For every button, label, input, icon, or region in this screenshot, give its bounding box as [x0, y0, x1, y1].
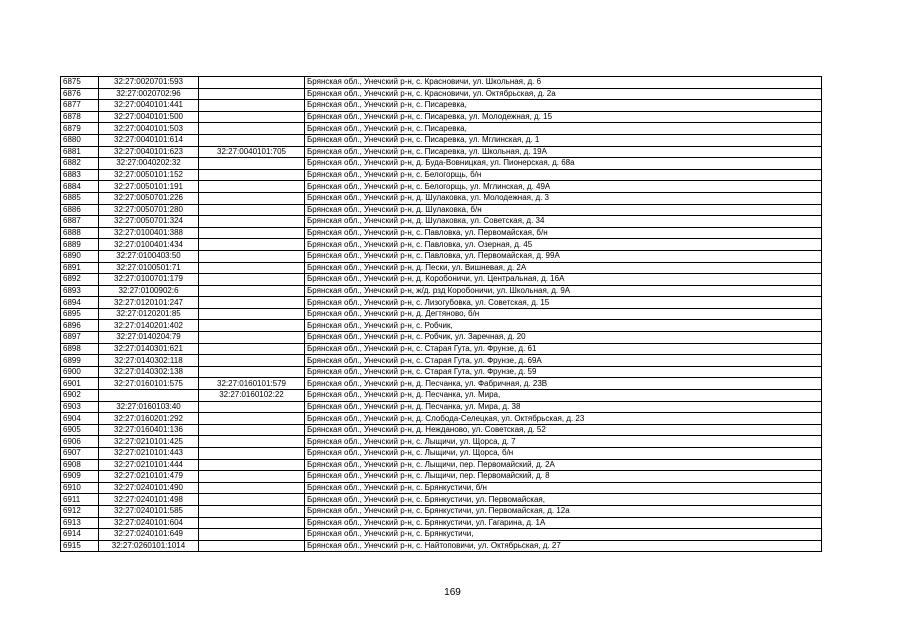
- row-number-cell: 6905: [61, 424, 99, 436]
- cadastral-number-cell: 32:27:0120201:85: [99, 308, 199, 320]
- building-cadastral-cell: [199, 88, 305, 100]
- table-row: [61, 158, 822, 170]
- table-row: [61, 355, 822, 367]
- building-cadastral-cell: [199, 320, 305, 332]
- address-cell: Брянская обл., Унечский р-н, с. Лыщичи, пер. Первомайский, д. 2А: [305, 459, 822, 471]
- cadastral-number-cell: 32:27:0140302:118: [99, 355, 199, 367]
- cadastral-number-cell: 32:27:0240101:649: [99, 529, 199, 541]
- building-cadastral-cell: [199, 413, 305, 425]
- address-cell: Брянская обл., Унечский р-н, с. Старая Гута, ул. Фрунзе, д. 69А: [305, 355, 822, 367]
- cadastral-table: [60, 76, 822, 552]
- row-number-cell: 6877: [61, 100, 99, 112]
- row-number-cell: 6879: [61, 123, 99, 135]
- row-number-cell: 6884: [61, 181, 99, 193]
- cadastral-number-cell: [99, 390, 199, 402]
- table-row: [61, 401, 822, 413]
- table-row: [61, 111, 822, 123]
- building-cadastral-cell: 32:27:0040101:705: [199, 146, 305, 158]
- cadastral-number-cell: 32:27:0050701:324: [99, 216, 199, 228]
- row-number-cell: 6897: [61, 332, 99, 344]
- cadastral-number-cell: 32:27:0050101:152: [99, 169, 199, 181]
- address-cell: Брянская обл., Унечский р-н, с. Найтоповичи, ул. Октябрьская, д. 27: [305, 540, 822, 552]
- row-number-cell: 6909: [61, 471, 99, 483]
- table-row: [61, 517, 822, 529]
- building-cadastral-cell: [199, 540, 305, 552]
- cadastral-number-cell: 32:27:0120101:247: [99, 297, 199, 309]
- address-cell: Брянская обл., Унечский р-н, с. Лыщичи, пер. Первомайский, д. 8: [305, 471, 822, 483]
- cadastral-number-cell: 32:27:0040101:614: [99, 134, 199, 146]
- building-cadastral-cell: [199, 332, 305, 344]
- cadastral-number-cell: 32:27:0020702:96: [99, 88, 199, 100]
- table-row: [61, 471, 822, 483]
- building-cadastral-cell: [199, 216, 305, 228]
- building-cadastral-cell: [199, 529, 305, 541]
- row-number-cell: 6880: [61, 134, 99, 146]
- row-number-cell: 6914: [61, 529, 99, 541]
- row-number-cell: 6887: [61, 216, 99, 228]
- table-row: [61, 146, 822, 158]
- address-cell: Брянская обл., Унечский р-н, с. Лизогубовка, ул. Советская, д. 15: [305, 297, 822, 309]
- building-cadastral-cell: [199, 192, 305, 204]
- table-row: [61, 192, 822, 204]
- row-number-cell: 6899: [61, 355, 99, 367]
- address-cell: Брянская обл., Унечский р-н, с. Писаревка, ул. Мглинская, д. 1: [305, 134, 822, 146]
- cadastral-number-cell: 32:27:0040101:503: [99, 123, 199, 135]
- building-cadastral-cell: [199, 204, 305, 216]
- address-cell: Брянская обл., Унечский р-н, с. Писаревка, ул. Школьная, д. 19А: [305, 146, 822, 158]
- address-cell: Брянская обл., Унечский р-н, с. Белогорщь, ул. Мглинская, д. 49А: [305, 181, 822, 193]
- address-cell: Брянская обл., Унечский р-н, с. Брянкустичи, б/н: [305, 482, 822, 494]
- row-number-cell: 6904: [61, 413, 99, 425]
- building-cadastral-cell: [199, 297, 305, 309]
- row-number-cell: 6908: [61, 459, 99, 471]
- building-cadastral-cell: [199, 517, 305, 529]
- address-cell: Брянская обл., Унечский р-н, д. Песчанка, ул. Мира, д. 38: [305, 401, 822, 413]
- table-row: [61, 482, 822, 494]
- building-cadastral-cell: [199, 169, 305, 181]
- building-cadastral-cell: [199, 227, 305, 239]
- address-cell: Брянская обл., Унечский р-н, д. Шулаковка, б/н: [305, 204, 822, 216]
- building-cadastral-cell: [199, 308, 305, 320]
- row-number-cell: 6893: [61, 285, 99, 297]
- address-cell: Брянская обл., Унечский р-н, с. Лыщичи, ул. Щорса, б/н: [305, 448, 822, 460]
- building-cadastral-cell: [199, 448, 305, 460]
- cadastral-number-cell: 32:27:0100701:179: [99, 274, 199, 286]
- row-number-cell: 6900: [61, 366, 99, 378]
- cadastral-number-cell: 32:27:0050101:191: [99, 181, 199, 193]
- address-cell: Брянская обл., Унечский р-н, с. Павловка, ул. Первомайская, б/н: [305, 227, 822, 239]
- table-row: [61, 169, 822, 181]
- row-number-cell: 6913: [61, 517, 99, 529]
- building-cadastral-cell: [199, 100, 305, 112]
- table-row: [61, 459, 822, 471]
- cadastral-number-cell: 32:27:0260101:1014: [99, 540, 199, 552]
- table-row: [61, 250, 822, 262]
- table-row: [61, 262, 822, 274]
- building-cadastral-cell: [199, 285, 305, 297]
- address-cell: Брянская обл., Унечский р-н, д. Буда-Вовницкая, ул. Пионерская, д. 68а: [305, 158, 822, 170]
- table-row: [61, 448, 822, 460]
- table-row: [61, 100, 822, 112]
- building-cadastral-cell: [199, 158, 305, 170]
- row-number-cell: 6898: [61, 343, 99, 355]
- table-row: [61, 413, 822, 425]
- table-row: [61, 216, 822, 228]
- row-number-cell: 6903: [61, 401, 99, 413]
- table-row: [61, 285, 822, 297]
- building-cadastral-cell: [199, 250, 305, 262]
- table-row: [61, 424, 822, 436]
- row-number-cell: 6902: [61, 390, 99, 402]
- address-cell: Брянская обл., Унечский р-н, с. Павловка, ул. Первомайская, д. 99А: [305, 250, 822, 262]
- row-number-cell: 6906: [61, 436, 99, 448]
- row-number-cell: 6889: [61, 239, 99, 251]
- cadastral-number-cell: 32:27:0210101:479: [99, 471, 199, 483]
- address-cell: Брянская обл., Унечский р-н, с. Лыщичи, ул. Щорса, д. 7: [305, 436, 822, 448]
- row-number-cell: 6875: [61, 77, 99, 89]
- table-row: [61, 239, 822, 251]
- building-cadastral-cell: [199, 471, 305, 483]
- building-cadastral-cell: [199, 424, 305, 436]
- row-number-cell: 6885: [61, 192, 99, 204]
- row-number-cell: 6901: [61, 378, 99, 390]
- address-cell: Брянская обл., Унечский р-н, с. Брянкустичи, ул. Первомайская,: [305, 494, 822, 506]
- address-cell: Брянская обл., Унечский р-н, с. Брянкустичи, ул. Первомайская, д. 12а: [305, 505, 822, 517]
- table-row: [61, 204, 822, 216]
- row-number-cell: 6888: [61, 227, 99, 239]
- building-cadastral-cell: [199, 505, 305, 517]
- cadastral-number-cell: 32:27:0100401:388: [99, 227, 199, 239]
- table-row: [61, 366, 822, 378]
- cadastral-number-cell: 32:27:0210101:443: [99, 448, 199, 460]
- table-row: [61, 505, 822, 517]
- table-row: [61, 540, 822, 552]
- table-row: [61, 297, 822, 309]
- address-cell: Брянская обл., Унечский р-н, с. Красновичи, ул. Школьная, д. 6: [305, 77, 822, 89]
- cadastral-number-cell: 32:27:0160401:136: [99, 424, 199, 436]
- row-number-cell: 6881: [61, 146, 99, 158]
- building-cadastral-cell: [199, 262, 305, 274]
- address-cell: Брянская обл., Унечский р-н, д. Песчанка, ул. Мира,: [305, 390, 822, 402]
- row-number-cell: 6895: [61, 308, 99, 320]
- address-cell: Брянская обл., Унечский р-н, с. Старая Гута, ул. Фрунзе, д. 59: [305, 366, 822, 378]
- building-cadastral-cell: [199, 366, 305, 378]
- building-cadastral-cell: [199, 239, 305, 251]
- address-cell: Брянская обл., Унечский р-н, д. Шулаковка, ул. Молодежная, д. 3: [305, 192, 822, 204]
- row-number-cell: 6890: [61, 250, 99, 262]
- address-cell: Брянская обл., Унечский р-н, д. Шулаковка, ул. Советская, д. 34: [305, 216, 822, 228]
- building-cadastral-cell: [199, 401, 305, 413]
- cadastral-number-cell: 32:27:0140204:79: [99, 332, 199, 344]
- building-cadastral-cell: [199, 459, 305, 471]
- address-cell: Брянская обл., Унечский р-н, с. Павловка, ул. Озерная, д. 45: [305, 239, 822, 251]
- table-row: [61, 88, 822, 100]
- cadastral-number-cell: 32:27:0210101:425: [99, 436, 199, 448]
- address-cell: Брянская обл., Унечский р-н, д. Пески, ул. Вишневая, д. 2А: [305, 262, 822, 274]
- table-row: [61, 134, 822, 146]
- row-number-cell: 6882: [61, 158, 99, 170]
- building-cadastral-cell: [199, 123, 305, 135]
- table-body: [61, 77, 822, 552]
- address-cell: Брянская обл., Унечский р-н, д. Коробоничи, ул. Центральная, д. 16А: [305, 274, 822, 286]
- building-cadastral-cell: [199, 343, 305, 355]
- page-number: 169: [444, 587, 461, 598]
- row-number-cell: 6907: [61, 448, 99, 460]
- building-cadastral-cell: [199, 111, 305, 123]
- cadastral-number-cell: 32:27:0100501:71: [99, 262, 199, 274]
- row-number-cell: 6883: [61, 169, 99, 181]
- cadastral-number-cell: 32:27:0050701:226: [99, 192, 199, 204]
- address-cell: Брянская обл., Унечский р-н, с. Робчик, ул. Заречная, д. 20: [305, 332, 822, 344]
- address-cell: Брянская обл., Унечский р-н, с. Белогорщь, б/н: [305, 169, 822, 181]
- building-cadastral-cell: [199, 181, 305, 193]
- table-row: [61, 343, 822, 355]
- cadastral-number-cell: 32:27:0100401:434: [99, 239, 199, 251]
- address-cell: Брянская обл., Унечский р-н, д. Нежданово, ул. Советская, д. 52: [305, 424, 822, 436]
- cadastral-number-cell: 32:27:0040202:32: [99, 158, 199, 170]
- row-number-cell: 6912: [61, 505, 99, 517]
- cadastral-number-cell: 32:27:0020701:593: [99, 77, 199, 89]
- row-number-cell: 6910: [61, 482, 99, 494]
- address-cell: Брянская обл., Унечский р-н, с. Писаревка, ул. Молодежная, д. 15: [305, 111, 822, 123]
- cadastral-number-cell: 32:27:0140302:138: [99, 366, 199, 378]
- cadastral-number-cell: 32:27:0160201:292: [99, 413, 199, 425]
- row-number-cell: 6894: [61, 297, 99, 309]
- address-cell: Брянская обл., Унечский р-н, д. Слобода-Селецкая, ул. Октябрьская, д. 23: [305, 413, 822, 425]
- building-cadastral-cell: [199, 134, 305, 146]
- row-number-cell: 6891: [61, 262, 99, 274]
- cadastral-number-cell: 32:27:0210101:444: [99, 459, 199, 471]
- cadastral-number-cell: 32:27:0040101:623: [99, 146, 199, 158]
- row-number-cell: 6911: [61, 494, 99, 506]
- cadastral-number-cell: 32:27:0240101:585: [99, 505, 199, 517]
- address-cell: Брянская обл., Унечский р-н, с. Брянкустичи, ул. Гагарина, д. 1А: [305, 517, 822, 529]
- table-row: [61, 378, 822, 390]
- table-row: [61, 77, 822, 89]
- table-row: [61, 494, 822, 506]
- cadastral-number-cell: 32:27:0240101:498: [99, 494, 199, 506]
- cadastral-number-cell: 32:27:0100403:50: [99, 250, 199, 262]
- row-number-cell: 6892: [61, 274, 99, 286]
- address-cell: Брянская обл., Унечский р-н, с. Робчик,: [305, 320, 822, 332]
- building-cadastral-cell: 32:27:0160102:22: [199, 390, 305, 402]
- building-cadastral-cell: [199, 355, 305, 367]
- table-row: [61, 123, 822, 135]
- row-number-cell: 6878: [61, 111, 99, 123]
- address-cell: Брянская обл., Унечский р-н, с. Писаревка,: [305, 100, 822, 112]
- row-number-cell: 6915: [61, 540, 99, 552]
- row-number-cell: 6886: [61, 204, 99, 216]
- table-row: [61, 181, 822, 193]
- cadastral-number-cell: 32:27:0160103:40: [99, 401, 199, 413]
- building-cadastral-cell: [199, 77, 305, 89]
- table-row: [61, 436, 822, 448]
- address-cell: Брянская обл., Унечский р-н, с. Красновичи, ул. Октябрьская, д. 2а: [305, 88, 822, 100]
- address-cell: Брянская обл., Унечский р-н, д. Дегтяново, б/н: [305, 308, 822, 320]
- table-row: [61, 308, 822, 320]
- table-row: [61, 227, 822, 239]
- cadastral-number-cell: 32:27:0050701:280: [99, 204, 199, 216]
- table-row: [61, 274, 822, 286]
- building-cadastral-cell: 32:27:0160101:579: [199, 378, 305, 390]
- cadastral-number-cell: 32:27:0040101:500: [99, 111, 199, 123]
- cadastral-number-cell: 32:27:0240101:490: [99, 482, 199, 494]
- building-cadastral-cell: [199, 436, 305, 448]
- table-row: [61, 390, 822, 402]
- address-cell: Брянская обл., Унечский р-н, с. Писаревка,: [305, 123, 822, 135]
- cadastral-number-cell: 32:27:0160101:575: [99, 378, 199, 390]
- cadastral-number-cell: 32:27:0140301:621: [99, 343, 199, 355]
- row-number-cell: 6896: [61, 320, 99, 332]
- building-cadastral-cell: [199, 482, 305, 494]
- address-cell: Брянская обл., Унечский р-н, с. Старая Гута, ул. Фрунзе, д. 61: [305, 343, 822, 355]
- address-cell: Брянская обл., Унечский р-н, ж/д. рзд Коробоничи, ул. Школьная, д. 9А: [305, 285, 822, 297]
- building-cadastral-cell: [199, 494, 305, 506]
- cadastral-number-cell: 32:27:0140201:402: [99, 320, 199, 332]
- cadastral-number-cell: 32:27:0100902:6: [99, 285, 199, 297]
- address-cell: Брянская обл., Унечский р-н, д. Песчанка, ул. Фабричная, д. 23В: [305, 378, 822, 390]
- table-row: [61, 320, 822, 332]
- building-cadastral-cell: [199, 274, 305, 286]
- address-cell: Брянская обл., Унечский р-н, с. Брянкустичи,: [305, 529, 822, 541]
- cadastral-number-cell: 32:27:0040101:441: [99, 100, 199, 112]
- table-row: [61, 332, 822, 344]
- row-number-cell: 6876: [61, 88, 99, 100]
- cadastral-number-cell: 32:27:0240101:604: [99, 517, 199, 529]
- table-row: [61, 529, 822, 541]
